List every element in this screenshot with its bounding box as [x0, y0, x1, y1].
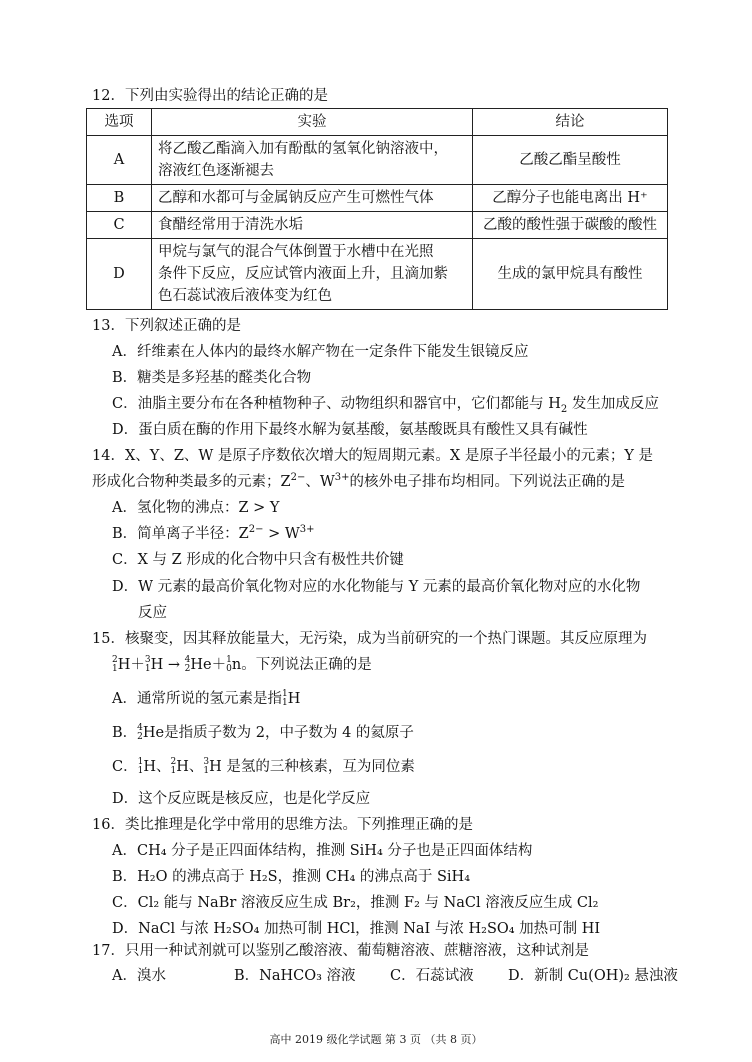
- q17-option-c: C．石蕊试液: [390, 968, 474, 984]
- q12-table: [86, 108, 668, 310]
- q17-stem: 17．只用一种试剂就可以鉴别乙酸溶液、葡萄糖溶液、蔗糖溶液，这种试剂是: [92, 943, 589, 959]
- q14-option-d-line1: D．W 元素的最高价氧化物对应的水化物能与 Y 元素的最高价氧化物对应的水化物: [112, 579, 641, 595]
- q12-header-row: [87, 109, 668, 136]
- q12-row-a-exp-line2: 溶液红色逐渐褪去: [158, 163, 274, 179]
- q12-header-option: 选项: [87, 109, 152, 136]
- q12-row-d-exp-line2: 条件下反应，反应试管内液面上升，且滴加紫: [158, 266, 448, 282]
- q15-option-c: C． 1 1 H、 2 1 H、 3 1 H 是氢的三种核素，互为同位素: [112, 757, 415, 776]
- page-footer: 高中 2019 级化学试题 第 3 页 （共 8 页）: [269, 1033, 483, 1046]
- q15-equation: 2 1 H＋ 3 1 H → 4 2 He＋ 1 0 n。下列说法正确的是: [112, 655, 372, 674]
- nuclide-he4: 4 2 He: [184, 655, 212, 674]
- q15-stem-line1: 15．核聚变，因其释放能量大，无污染，成为当前研究的一个热门课题。其反应原理为: [92, 631, 647, 647]
- q17-option-b: B．NaHCO₃ 溶液: [234, 968, 356, 984]
- q17-options: [112, 966, 678, 986]
- q12-row-a-conclusion: 乙酸乙酯呈酸性: [473, 136, 668, 185]
- q16-option-c: C．Cl₂ 能与 NaBr 溶液反应生成 Br₂，推测 F₂ 与 NaCl 溶液反应生成 Cl₂: [112, 895, 599, 911]
- q13-option-d: D．蛋白质在酶的作用下最终水解为氨基酸，氨基酸既具有酸性又具有碱性: [112, 422, 588, 438]
- q12-row-c: [87, 212, 668, 239]
- q12-stem: 12．下列由实验得出的结论正确的是: [92, 88, 328, 104]
- q12-row-c-option: C: [87, 212, 152, 239]
- q12-row-a-option: A: [87, 136, 152, 185]
- q12-row-a: [87, 136, 668, 185]
- q16-option-a: A．CH₄ 分子是正四面体结构，推测 SiH₄ 分子也是正四面体结构: [112, 843, 533, 859]
- q12-row-b-conclusion: 乙醇分子也能电离出 H⁺: [473, 185, 668, 212]
- q14-option-a: A．氢化物的沸点：Z > Y: [112, 500, 280, 516]
- q12-row-d-conclusion: 生成的氯甲烷具有酸性: [473, 239, 668, 310]
- q12-row-a-exp-line1: 将乙酸乙酯滴入加有酚酞的氢氧化钠溶液中，: [158, 141, 448, 157]
- q13-option-c: C．油脂主要分布在各种植物种子、动物组织和器官中，它们都能与 $H_2$ 发生加成反应: [112, 396, 659, 415]
- q15-option-a: A．通常所说的氢元素是指 1 1 H: [112, 689, 301, 708]
- q12-row-d-exp-line3: 色石蕊试液后液体变为红色: [158, 288, 332, 304]
- q12-row-b-option: B: [87, 185, 152, 212]
- q12-row-a-experiment: [152, 136, 473, 185]
- q12-header-conclusion: 结论: [473, 109, 668, 136]
- q16-option-b: B．H₂O 的沸点高于 H₂S，推测 CH₄ 的沸点高于 SiH₄: [112, 869, 471, 885]
- q14-option-c: C．X 与 Z 形成的化合物中只含有极性共价键: [112, 552, 404, 568]
- q13-stem: 13．下列叙述正确的是: [92, 318, 241, 334]
- q12-row-d-experiment: [152, 239, 473, 310]
- q12-row-d-exp-line1: 甲烷与氯气的混合气体倒置于水槽中在光照: [158, 244, 434, 260]
- q14-stem-line2: 形成化合物种类最多的元素；$Z^{2-}$、$W^{3+}$的核外电子排布均相同。下列说法正确的是: [92, 472, 625, 490]
- q12-row-c-conclusion: 乙酸的酸性强于碳酸的酸性: [473, 212, 668, 239]
- q12-row-b: [87, 185, 668, 212]
- q16-stem: 16．类比推理是化学中常用的思维方法。下列推理正确的是: [92, 817, 473, 833]
- q14-option-b: B．简单离子半径：$Z^{2-} > W^{3+}$: [112, 524, 315, 542]
- q14-stem-line1: 14．X、Y、Z、W 是原子序数依次增大的短周期元素。X 是原子半径最小的元素；Y 是: [92, 448, 654, 464]
- nuclide-h2: 2 1 H: [112, 655, 131, 674]
- q15-option-b: B． 4 2 He是指质子数为 2，中子数为 4 的氦原子: [112, 723, 414, 742]
- q17-option-d: D．新制 Cu(OH)₂ 悬浊液: [508, 968, 678, 984]
- q17-option-a: A．溴水: [112, 968, 166, 984]
- q15-option-d: D．这个反应既是核反应，也是化学反应: [112, 791, 371, 807]
- q16-option-d: D．NaCl 与浓 H₂SO₄ 加热可制 HCl，推测 NaI 与浓 H₂SO₄ 加热可制 HI: [112, 921, 601, 937]
- q13-option-b: B．糖类是多羟基的醛类化合物: [112, 370, 312, 386]
- q14-option-d-line2: 反应: [138, 605, 167, 621]
- q12-row-d: [87, 239, 668, 310]
- q12-row-b-experiment: 乙醇和水都可与金属钠反应产生可燃性气体: [152, 185, 473, 212]
- q12-row-c-experiment: 食醋经常用于清洗水垢: [152, 212, 473, 239]
- nuclide-h3: 3 1 H: [144, 655, 164, 674]
- nuclide-n1: 1 0 n: [226, 655, 242, 674]
- q12-row-d-option: D: [87, 239, 152, 310]
- q13-option-a: A．纤维素在人体内的最终水解产物在一定条件下能发生银镜反应: [112, 344, 529, 360]
- q12-header-experiment: 实验: [152, 109, 473, 136]
